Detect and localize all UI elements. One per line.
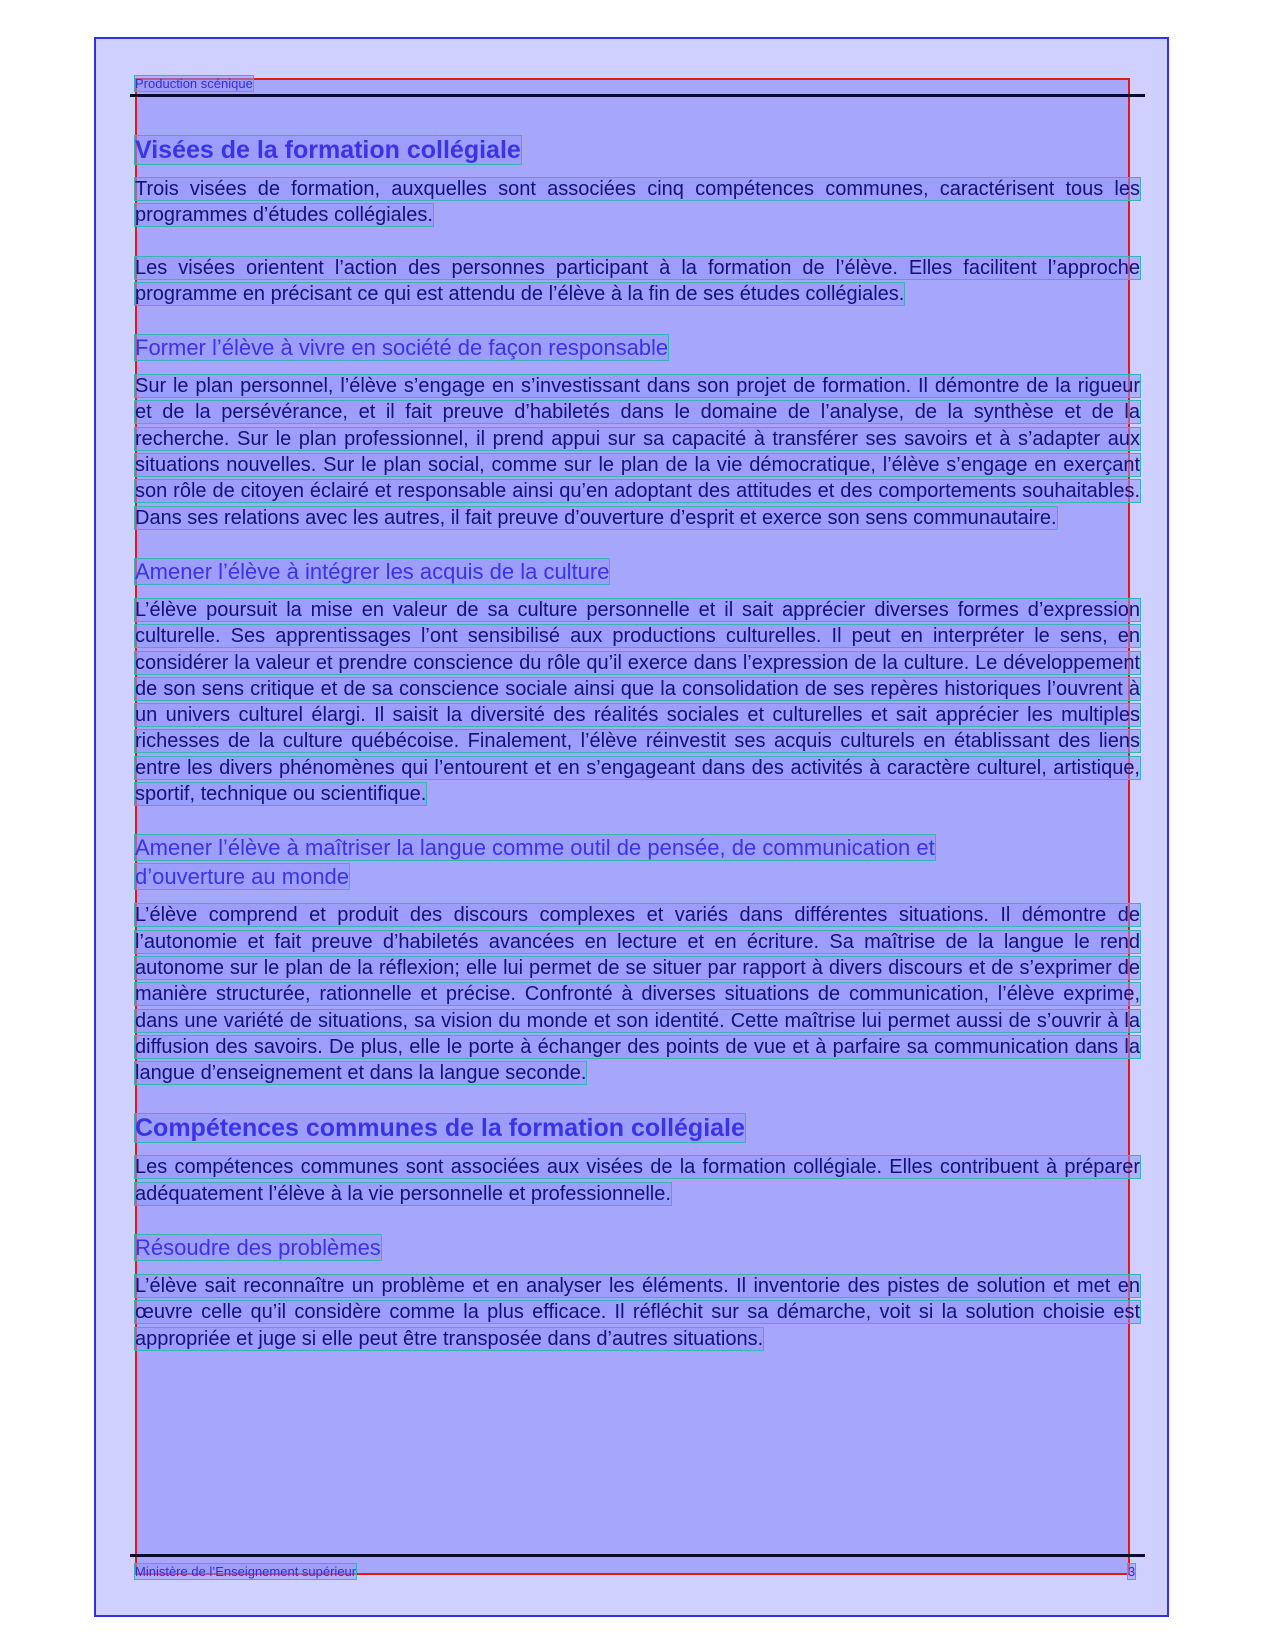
paragraph-visees-orientation bbox=[135, 255, 1140, 308]
subsection-title-former bbox=[135, 333, 1140, 362]
subsection-title-culture bbox=[135, 557, 1140, 586]
paragraph-visees-intro-text: Trois visées de formation, auxquelles sont associées cinq compétences communes, caractérisent tous les programmes d’études collégiales. bbox=[135, 178, 1140, 227]
subsection-title-resoudre-text: Résoudre des problèmes bbox=[135, 1235, 381, 1261]
section-title-competences bbox=[135, 1112, 1140, 1144]
running-header: Production scénique bbox=[135, 76, 253, 91]
paragraph-former bbox=[135, 373, 1140, 531]
header-rule bbox=[130, 94, 1145, 97]
paragraph-competences-text: Les compétences communes sont associées aux visées de la formation collégiale. Elles contribuent à préparer adéquatement l’élève à la vie personnelle et professionnelle. bbox=[135, 1156, 1140, 1205]
paragraph-visees-intro bbox=[135, 176, 1140, 229]
section-title-competences-text: Compétences communes de la formation collégiale bbox=[135, 1114, 745, 1143]
subsection-title-langue bbox=[135, 833, 1015, 891]
paragraph-culture bbox=[135, 597, 1140, 807]
paragraph-resoudre bbox=[135, 1273, 1140, 1352]
paragraph-visees-orientation-text: Les visées orientent l’action des personnes participant à la formation de l’élève. Elles facilitent l’approche programme en précisant ce qui est attendu de l’élève à la fin de ses études collégiales. bbox=[135, 256, 1140, 305]
running-footer: Ministère de l’Enseignement supérieur bbox=[135, 1564, 357, 1579]
document-body bbox=[135, 134, 1140, 1352]
page-number: 3 bbox=[1128, 1564, 1136, 1579]
paragraph-competences bbox=[135, 1154, 1140, 1207]
subsection-title-resoudre bbox=[135, 1233, 1140, 1262]
section-title-visees-text: Visées de la formation collégiale bbox=[135, 136, 521, 164]
footer-rule bbox=[130, 1554, 1145, 1557]
paragraph-culture-text: L’élève poursuit la mise en valeur de sa culture personnelle et il sait apprécier diverses formes d’expression culturelle. Ses apprentissages l’ont sensibilisé aux productions culturelles. Il peut en interpréter le sens, en considérer la valeur et prendre conscience du rôle qu’il exerce dans l’expression de la culture. Le développement de son sens critique et de sa conscience sociale ainsi que la consolidation de ses repères historiques l’ouvrent à un univers culturel élargi. Il saisit la diversité des réalités sociales et culturelles et sait apprécier les multiples richesses de la culture québécoise. Finalement, l’élève réinvestit ses acquis culturels en établissant des liens entre les divers phénomènes qui l’entourent et en s’engageant dans des activités à caractère culturel, artistique, sportif, technique ou scientifique. bbox=[135, 598, 1140, 806]
paragraph-resoudre-text: L’élève sait reconnaître un problème et en analyser les éléments. Il inventorie des pistes de solution et met en œuvre celle qu’il considère comme la plus efficace. Il réfléchit sur sa démarche, voit si la solution choisie est appropriée et juge si elle peut être transposée dans d’autres situations. bbox=[135, 1275, 1140, 1350]
paragraph-former-text: Sur le plan personnel, l’élève s’engage en s’investissant dans son projet de formation. Il démontre de la rigueur et de la persévérance, et il fait preuve d’habiletés dans le domaine de l’analyse, de la synthèse et de la recherche. Sur le plan professionnel, il prend appui sur sa capacité à transférer ses savoirs et à s’adapter aux situations nouvelles. Sur le plan social, comme sur le plan de la vie démocratique, l’élève s’engage en exerçant son rôle de citoyen éclairé et responsable ainsi qu’en adoptant des attitudes et des comportements souhaitables. Dans ses relations avec les autres, il fait preuve d’ouverture d’esprit et exerce son sens communautaire. bbox=[135, 375, 1140, 529]
section-title-visees bbox=[135, 134, 1140, 166]
subsection-title-langue-text: Amener l’élève à maîtriser la langue comme outil de pensée, de communication et d’ouverture au monde bbox=[135, 835, 935, 890]
subsection-title-culture-text: Amener l’élève à intégrer les acquis de la culture bbox=[135, 558, 610, 584]
paragraph-langue-text: L’élève comprend et produit des discours complexes et variés dans différentes situations. Il démontre de l’autonomie et fait preuve d’habiletés avancées en lecture et en écriture. Sa maîtrise de la langue le rend autonome sur le plan de la réflexion; elle lui permet de se situer par rapport à divers discours et de s’exprimer de manière structurée, rationnelle et précise. Confronté à diverses situations de communication, l’élève exprime, dans une variété de situations, sa vision du monde et son identité. Cette maîtrise lui permet aussi de s’ouvrir à la diffusion des savoirs. De plus, elle le porte à échanger des points de vue et à parfaire sa communication dans la langue d’enseignement et dans la langue seconde. bbox=[135, 904, 1140, 1085]
subsection-title-former-text: Former l’élève à vivre en société de façon responsable bbox=[135, 335, 669, 361]
paragraph-langue bbox=[135, 902, 1140, 1086]
